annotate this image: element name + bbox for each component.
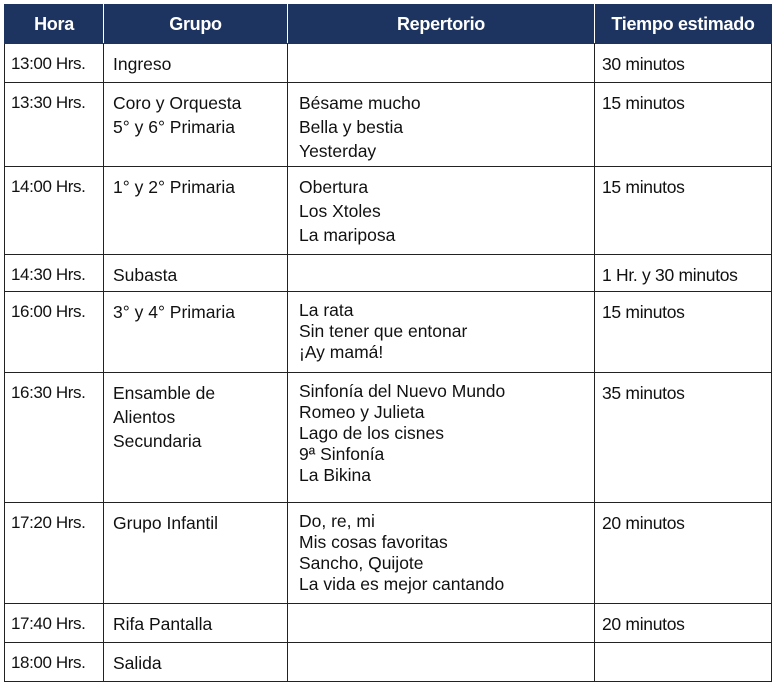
cell-hora: 13:00 Hrs. [5, 44, 104, 83]
grupo-line: Ingreso [113, 54, 172, 74]
cell-repertorio [288, 604, 595, 643]
grupo-line: 3° y 4° Primaria [113, 302, 235, 322]
cell-repertorio [288, 503, 595, 604]
cell-grupo [104, 167, 288, 255]
cell-repertorio [288, 44, 595, 83]
cell-repertorio [288, 167, 595, 255]
table-row [5, 292, 772, 373]
grupo-line: Secundaria [113, 431, 202, 451]
repertorio-line: Los Xtoles [299, 201, 381, 221]
cell-hora: 17:40 Hrs. [5, 604, 104, 643]
cell-tiempo: 20 minutos [595, 604, 772, 643]
header-tiempo: Tiempo estimado [595, 5, 772, 44]
cell-grupo [104, 643, 288, 682]
repertorio-line: ¡Ay mamá! [299, 342, 384, 362]
header-repertorio: Repertorio [288, 5, 595, 44]
cell-hora: 16:00 Hrs. [5, 292, 104, 373]
cell-tiempo: 15 minutos [595, 83, 772, 167]
grupo-line: Subasta [113, 265, 178, 285]
cell-tiempo: 15 minutos [595, 167, 772, 255]
cell-grupo [104, 373, 288, 503]
table-row [5, 643, 772, 682]
grupo-line: Alientos [113, 407, 176, 427]
table-row [5, 167, 772, 255]
repertorio-line: Lago de los cisnes [299, 423, 444, 443]
repertorio-line: Bésame mucho [299, 93, 421, 113]
cell-tiempo: 15 minutos [595, 292, 772, 373]
grupo-line: Grupo Infantil [113, 513, 219, 533]
grupo-line: 5° y 6° Primaria [113, 117, 235, 137]
table-row [5, 373, 772, 503]
cell-grupo [104, 255, 288, 292]
cell-repertorio [288, 292, 595, 373]
repertorio-line: Bella y bestia [299, 117, 404, 137]
table-row [5, 255, 772, 292]
repertorio-line: Yesterday [299, 141, 377, 161]
cell-grupo [104, 503, 288, 604]
schedule-body [5, 44, 772, 682]
table-row [5, 604, 772, 643]
grupo-line: Rifa Pantalla [113, 614, 213, 634]
cell-hora: 18:00 Hrs. [5, 643, 104, 682]
repertorio-line: Do, re, mi [299, 511, 375, 531]
cell-hora: 14:30 Hrs. [5, 255, 104, 292]
cell-tiempo [595, 643, 772, 682]
repertorio-line: Obertura [299, 177, 369, 197]
cell-grupo [104, 604, 288, 643]
cell-grupo [104, 44, 288, 83]
cell-tiempo: 30 minutos [595, 44, 772, 83]
repertorio-line: Sancho, Quijote [299, 553, 424, 573]
cell-hora: 13:30 Hrs. [5, 83, 104, 167]
cell-hora: 14:00 Hrs. [5, 167, 104, 255]
repertorio-line: La rata [299, 300, 354, 320]
header-row [5, 5, 772, 44]
cell-grupo [104, 292, 288, 373]
table-row [5, 44, 772, 83]
cell-grupo [104, 83, 288, 167]
repertorio-line: La vida es mejor cantando [299, 574, 505, 594]
grupo-line: Coro y Orquesta [113, 93, 242, 113]
repertorio-line: La Bikina [299, 465, 371, 485]
repertorio-line: Sinfonía del Nuevo Mundo [299, 381, 506, 401]
cell-repertorio [288, 373, 595, 503]
table-row [5, 83, 772, 167]
cell-tiempo: 1 Hr. y 30 minutos [595, 255, 772, 292]
grupo-line: Salida [113, 653, 162, 673]
header-hora: Hora [5, 5, 104, 44]
cell-tiempo: 20 minutos [595, 503, 772, 604]
repertorio-line: Sin tener que entonar [299, 321, 468, 341]
cell-repertorio [288, 643, 595, 682]
repertorio-line: Romeo y Julieta [299, 402, 425, 422]
header-grupo: Grupo [104, 5, 288, 44]
grupo-line: 1° y 2° Primaria [113, 177, 235, 197]
table-row [5, 503, 772, 604]
schedule-table [4, 4, 772, 682]
repertorio-line: La mariposa [299, 225, 396, 245]
repertorio-line: 9ª Sinfonía [299, 444, 385, 464]
cell-repertorio [288, 83, 595, 167]
cell-tiempo: 35 minutos [595, 373, 772, 503]
cell-hora: 16:30 Hrs. [5, 373, 104, 503]
grupo-line: Ensamble de [113, 383, 216, 403]
cell-hora: 17:20 Hrs. [5, 503, 104, 604]
repertorio-line: Mis cosas favoritas [299, 532, 448, 552]
cell-repertorio [288, 255, 595, 292]
